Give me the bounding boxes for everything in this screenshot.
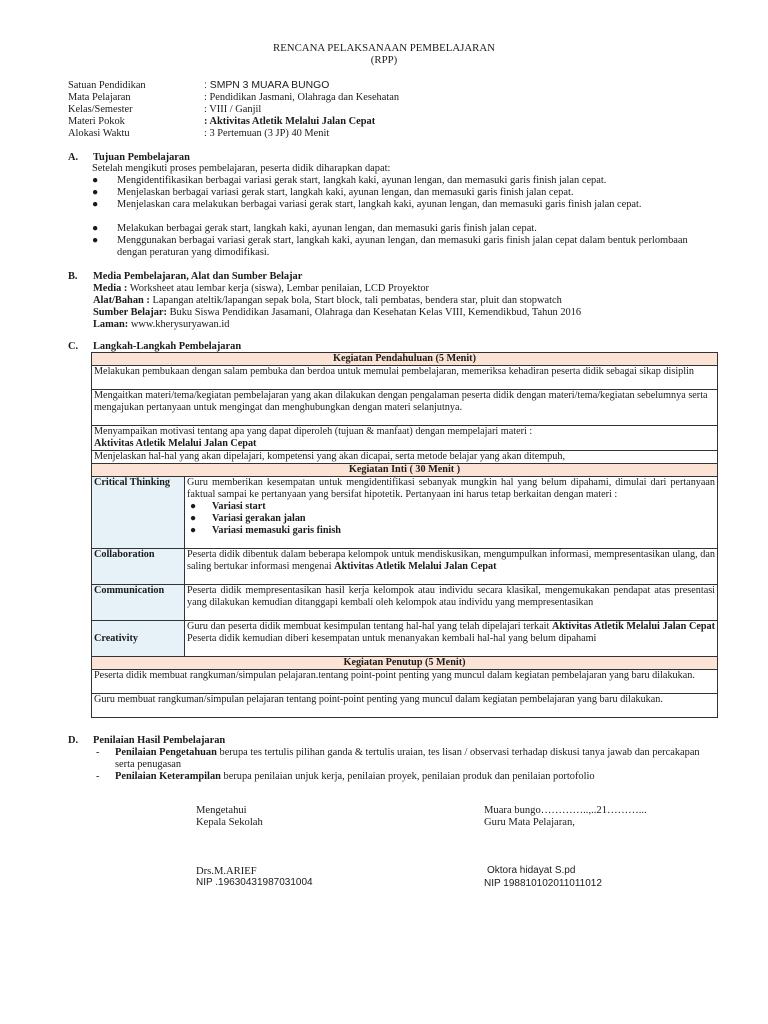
table-row — [92, 670, 718, 694]
creativity-label: Creativity — [92, 621, 185, 657]
table-row — [92, 390, 718, 426]
list-item: ● Variasi start — [190, 501, 266, 512]
section-number: C. — [68, 341, 79, 352]
section-a-intro: Setelah mengikuti proses pembelajaran, peserta didik diharapkan dapat: — [92, 163, 391, 174]
section-number: B. — [68, 271, 78, 282]
table-cell: Peserta didik dibentuk dalam beberapa kelompok untuk mendiskusikan, mengumpulkan informasi, mempresentasikan ulang, dan saling bertukar informasi mengenai Aktivitas Atletik Melalui Jalan Cepat — [185, 549, 718, 585]
meta-label: Satuan Pendidikan — [68, 80, 146, 91]
list-item: ● Variasi gerakan jalan — [190, 513, 306, 524]
meta-value: : SMPN 3 MUARA BUNGO — [204, 80, 330, 91]
collaboration-label: Collaboration — [92, 549, 185, 585]
section-title: Penilaian Hasil Pembelajaran — [93, 735, 226, 746]
table-row — [92, 657, 718, 670]
table-cell: Guru dan peserta didik membuat kesimpulan tentang hal-hal yang telah dipelajari terkait Aktivitas Atletik Melalui Jalan Cepat Peserta didik kemudian diberi kesempatan untuk menanyakan kembali hal-hal yang belum dipahami — [185, 621, 718, 657]
table-cell: Melakukan pembukaan dengan salam pembuka dan berdoa untuk memulai pembelajaran, memeriksa kehadiran peserta didik sebagai sikap disiplin — [92, 366, 718, 390]
document-title: RENCANA PELAKSANAAN PEMBELAJARAN — [273, 42, 495, 54]
table-row — [92, 366, 718, 390]
table-row — [92, 477, 718, 549]
pendahuluan-header: Kegiatan Pendahuluan (5 Menit) — [92, 353, 718, 366]
sig-left-line1: Mengetahui — [196, 805, 247, 816]
table-cell: Peserta didik membuat rangkuman/simpulan pelajaran.tentang point-point penting yang muncul dalam kegiatan pembelajaran yang baru dilakukan. — [92, 670, 718, 694]
section-number: A. — [68, 152, 79, 163]
sumber-line: Sumber Belajar: Buku Siswa Pendidikan Jasamani, Olahraga dan Kesehatan Kelas VIII, Kemendikbud, Tahun 2016 — [93, 307, 582, 318]
table-row — [92, 621, 718, 657]
table-row — [92, 451, 718, 464]
meta-value: : Aktivitas Atletik Melalui Jalan Cepat — [204, 116, 376, 127]
meta-label: Mata Pelajaran — [68, 92, 131, 103]
meta-label: Alokasi Waktu — [68, 128, 130, 139]
bullet-icon: ● — [92, 235, 99, 246]
penutup-header: Kegiatan Penutup (5 Menit) — [92, 657, 718, 670]
meta-label: Materi Pokok — [68, 116, 125, 127]
table-row — [92, 464, 718, 477]
inti-header: Kegiatan Inti ( 30 Menit ) — [92, 464, 718, 477]
bullet-icon: ● — [92, 199, 99, 210]
critical-thinking-label: Critical Thinking — [92, 477, 185, 549]
section-title: Media Pembelajaran, Alat dan Sumber Belajar — [93, 271, 303, 282]
assessment-item: - Penilaian Pengetahuan berupa tes tertulis pilihan ganda & tertulis uraian, tes lisan / observasi terhadap diskusi tanya jawab dan percakapan serta penugasan — [96, 747, 700, 770]
table-cell: Guru membuat rangkuman/simpulan pelajaran tentang point-point penting yang muncul dalam kegiatan pembelajaran yang baru dilakukan. — [92, 694, 718, 718]
table-cell: Guru memberikan kesempatan untuk mengidentifikasi sebanyak mungkin hal yang belum dipahami, dimulai dari pertanyaan faktual sampai ke pertanyaan yang bersifat hipotetik. Pertanyaan ini harus tetap berkaitan dengan materi : ● Variasi start ● Variasi gerakan jalan ● Variasi memasuki garis finish — [185, 477, 718, 549]
table-row — [92, 353, 718, 366]
sig-left-nip: NIP .196304319870310​04 — [196, 877, 313, 888]
bullet-icon: ● — [190, 501, 197, 512]
alat-line: Alat/Bahan : Lapangan ateltik/lapangan sepak bola, Start block, tali pembatas, bendera star, pluit dan stopwatch — [93, 295, 562, 306]
bullet-icon: ● — [92, 187, 99, 198]
meta-value: : 3 Pertemuan (3 JP) 40 Menit — [204, 128, 330, 139]
section-title: Langkah-Langkah Pembelajaran — [93, 341, 242, 352]
communication-label: Communication — [92, 585, 185, 621]
meta-label: Kelas/Semester — [68, 104, 133, 115]
bullet-icon: ● — [92, 223, 99, 234]
assessment-item: - Penilaian Keterampilan berupa penilaian unjuk kerja, penilaian proyek, penilaian produk dan penilaian portofolio — [96, 771, 595, 782]
table-cell: Menjelaskan hal-hal yang akan dipelajari, kompetensi yang akan dicapai, serta metode belajar yang akan ditempuh, — [92, 451, 718, 464]
dash-icon: - — [96, 771, 100, 782]
table-row — [92, 585, 718, 621]
sig-left-line2: Kepala Sekolah — [196, 817, 263, 828]
section-title: Tujuan Pembelajaran — [93, 152, 190, 163]
sig-right-line2: Guru Mata Pelajaran, — [484, 817, 575, 828]
bullet-icon: ● — [190, 513, 197, 524]
document-subtitle: (RPP) — [370, 54, 398, 66]
learning-steps-table — [91, 352, 718, 718]
table-row — [92, 549, 718, 585]
sig-left-name: Drs.M.ARIEF — [196, 866, 257, 877]
sig-right-nip: NIP 198810102011011012 — [484, 878, 602, 889]
bullet-icon: ● — [92, 175, 99, 186]
meta-value: : VIII / Ganjil — [204, 104, 262, 115]
sig-right-line1: Muara bungo…………..,..21………... — [484, 805, 647, 816]
table-row — [92, 426, 718, 451]
laman-line: Laman: www.kherysuryawan.id — [93, 319, 230, 330]
section-number: D. — [68, 735, 79, 746]
table-cell: Mengaitkan materi/tema/kegiatan pembelajaran yang akan dilakukan dengan pengalaman peserta didik dengan materi/tema/kegiatan sebelumnya serta mengajukan pertanyaan untuk mengingat dan menghubungkan dengan materi selanjutnya. — [92, 390, 718, 426]
critical-items-list — [187, 501, 715, 537]
table-row — [92, 694, 718, 718]
media-line: Media : Worksheet atau lembar kerja (siswa), Lembar penilaian, LCD Proyektor — [93, 283, 429, 294]
meta-value: : Pendidikan Jasmani, Olahraga dan Kesehatan — [204, 92, 400, 103]
list-item: ● Variasi memasuki garis finish — [190, 525, 341, 536]
sig-right-name: Oktora hidayat S.pd — [487, 865, 576, 876]
table-cell: Menyampaikan motivasi tentang apa yang dapat diperoleh (tujuan & manfaat) dengan mempelajari materi : Aktivitas Atletik Melalui Jalan Cepat — [92, 426, 718, 451]
table-cell: Peserta didik mempresentasikan hasil kerja kelompok atau individu secara klasikal, mengemukakan pendapat atas presentasi yang dilakukan kemudian ditanggapi kembali oleh kelompok atau individu yang mempresentasikan — [185, 585, 718, 621]
bullet-icon: ● — [190, 525, 197, 536]
dash-icon: - — [96, 747, 100, 758]
